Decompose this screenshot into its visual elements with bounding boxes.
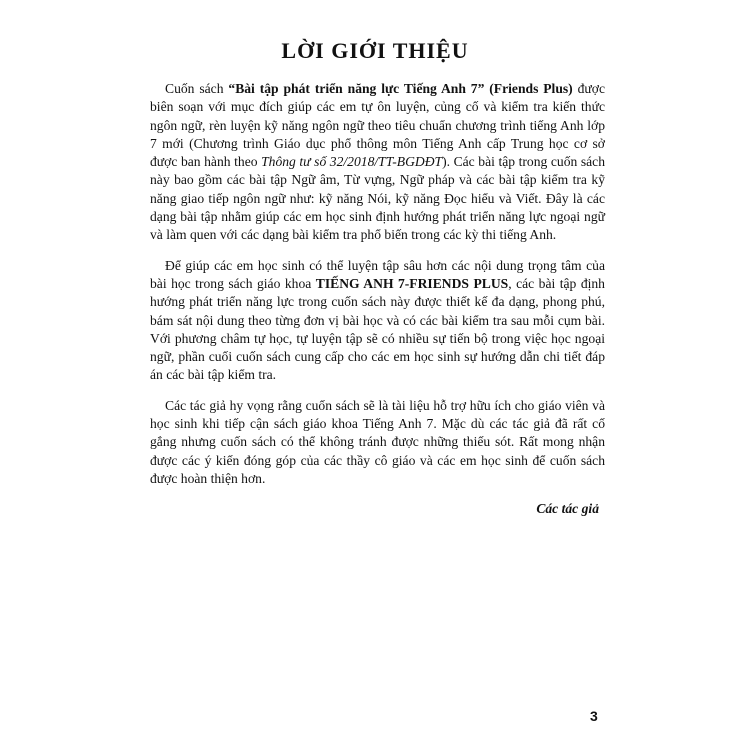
paragraph-3: Các tác giả hy vọng rằng cuốn sách sẽ là tài liệu hỗ trợ hữu ích cho giáo viên và học sinh khi tiếp cận sách giáo khoa Tiếng Anh 7. Mặc dù các tác giả đã rất cố gắng nhưng cuốn sách có thể không tránh được những thiếu sót. Rất mong nhận được các ý kiến đóng góp của các thầy cô giáo và các em học sinh để cuốn sách được hoàn thiện hơn.	[150, 397, 605, 486]
paragraph-2-text-1: Để giúp các em học sinh có thể luyện tập sâu hơn các nội dung trọng tâm của bài học trong sách giáo khoa	[150, 257, 605, 291]
book-title-bold: “Bài tập phát triển năng lực Tiếng Anh 7” (Friends Plus)	[228, 81, 573, 96]
introduction-body	[150, 80, 605, 519]
page-title: LỜI GIỚI THIỆU	[281, 38, 469, 63]
paragraph-1-text-1: Cuốn sách	[165, 81, 229, 96]
paragraph-1-text-2: được biên soạn với mục đích giúp các em tự ôn luyện, củng cố và kiểm tra kiến thức ngôn ngữ, rèn luyện kỹ năng ngôn ngữ theo tiêu chuẩn chương trình tiếng Anh lớp 7 mới (Chương trình Giáo dục phổ thông môn Tiếng Anh cấp Trung học cơ sở được ban hành theo	[150, 81, 605, 170]
page-number: 3	[590, 708, 598, 724]
paragraph-2	[150, 257, 605, 385]
paragraph-1	[150, 80, 605, 245]
paragraph-2-text-2: , các bài tập định hướng phát triển năng lực trong cuốn sách này được thiết kế đa dạng, phong phú, bám sát nội dung theo từng đơn vị bài học và có các bài kiểm tra sau mỗi cụm bài. Với phương châm tự học, tự luyện tập sẽ có nhiều sự tiến bộ trong việc học ngoại ngữ, phần cuối cuốn sách cung cấp cho các em học sinh sự hướng dẫn chi tiết đáp án các bài tập kiểm tra.	[150, 275, 605, 383]
textbook-name-bold: TIẾNG ANH 7-FRIENDS PLUS	[315, 275, 509, 291]
circular-reference-italic: Thông tư số 32/2018/TT-BGDĐT	[261, 154, 443, 170]
signature-authors: Các tác giả	[536, 501, 599, 517]
paragraph-1-text-3: ). Các bài tập trong cuốn sách này bao gồm các bài tập Ngữ âm, Từ vựng, Ngữ pháp và các bài tập kiểm tra kỹ năng giao tiếp ngôn ngữ như: kỹ năng Nói, kỹ năng Đọc hiểu và Viết. Đây là các dạng bài tập nhằm giúp các em học sinh định hướng phát triển năng lực ngoại ngữ và làm quen với các dạng bài kiểm tra phổ biến trong các kỳ thi tiếng Anh.	[150, 154, 606, 243]
